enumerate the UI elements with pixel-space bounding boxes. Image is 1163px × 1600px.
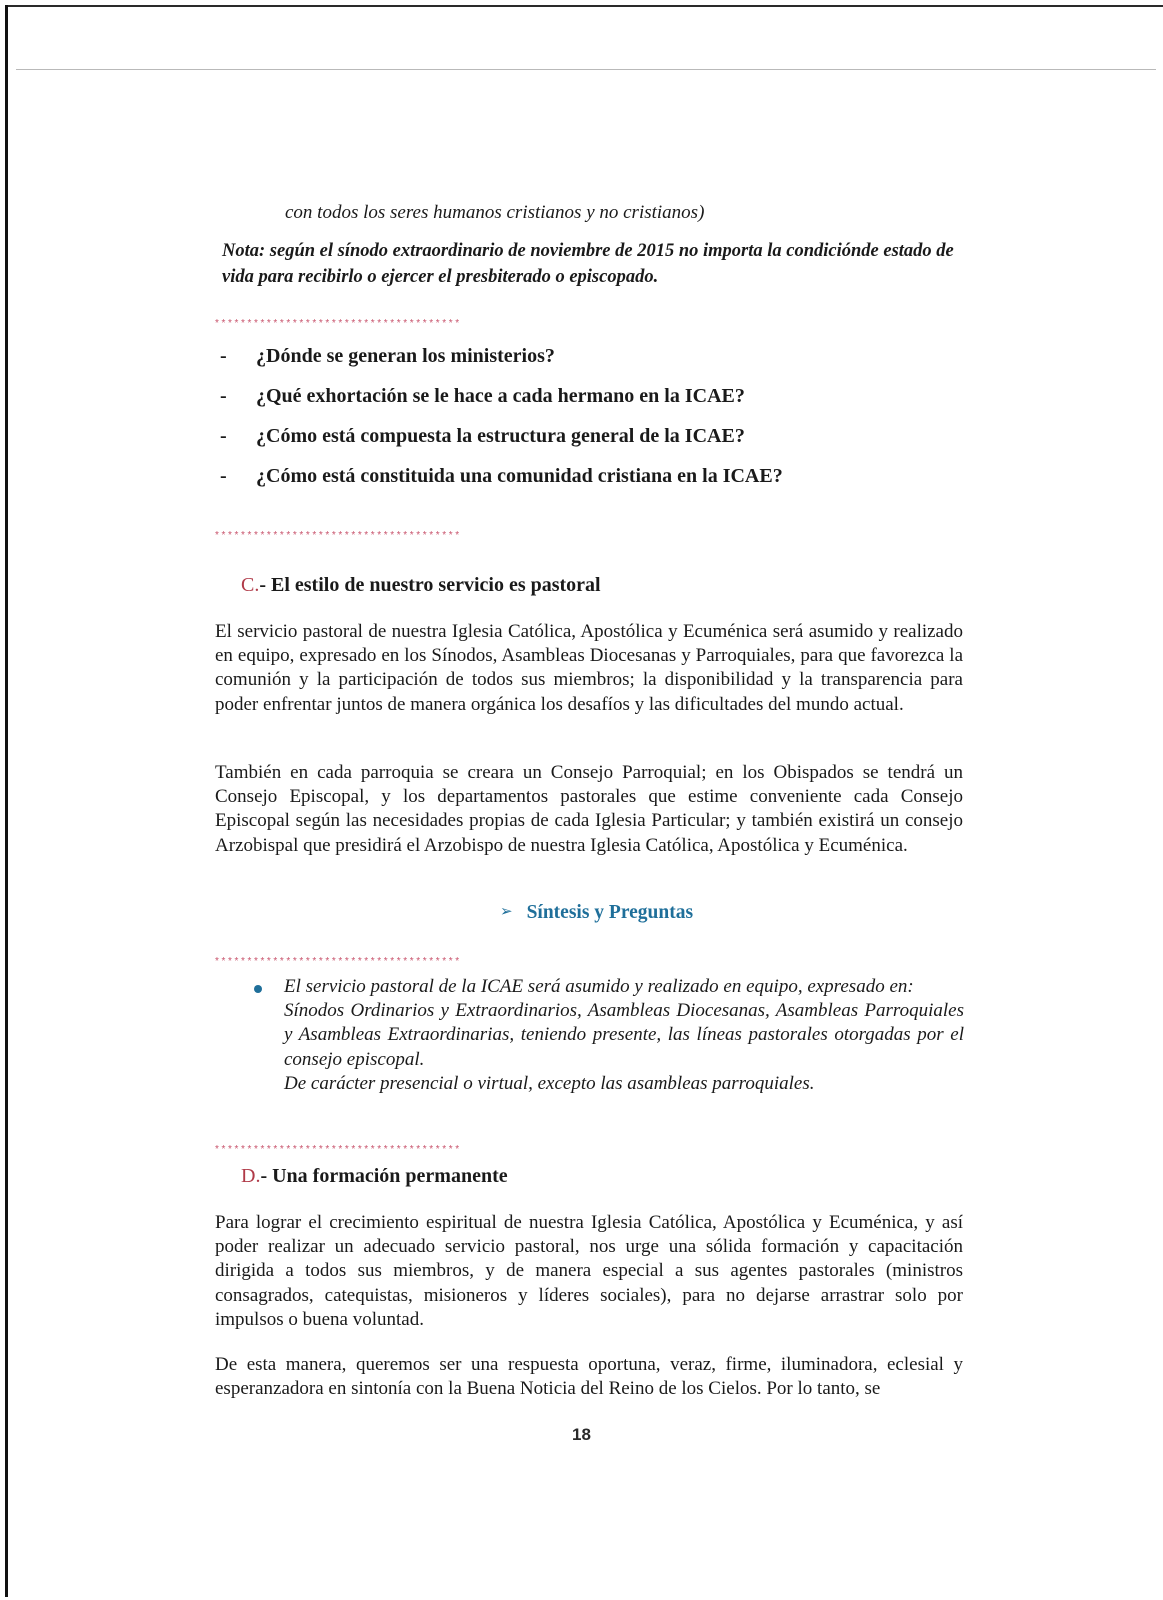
body-paragraph: De esta manera, queremos ser una respuesta oportuna, veraz, firme, iluminadora, eclesial y esperanzadora en sintonía con la Buena Noticia del Reino de los Cielos. Por lo tanto, se: [215, 1354, 963, 1400]
page-frame-left-border: [5, 5, 8, 1597]
page-number: 18: [572, 1425, 591, 1444]
body-paragraph: También en cada parroquia se creara un Consejo Parroquial; en los Obispados se tendrá un Consejo Episcopal, y los departamentos pastorales que estime conveniente cada Consejo Episcopal según las necesidades propias de cada Iglesia Particular; y también existirá un consejo Arzobispal que presidirá el Arzobispo de nuestra Iglesia Católica, Apostólica y Ecuménica.: [215, 762, 963, 856]
separator-stars: **************************************: [215, 1144, 462, 1155]
synthesis-bullet: [254, 975, 964, 1096]
section-title: - El estilo de nuestro servicio es pastoral: [259, 574, 601, 596]
question-item: [220, 462, 783, 502]
question-list: [220, 342, 783, 502]
dash-bullet: -: [220, 425, 227, 447]
header-rule: [16, 69, 1156, 70]
dash-bullet: -: [220, 345, 227, 367]
bullet-line: De carácter presencial o virtual, excepto las asambleas parroquiales.: [284, 1072, 815, 1094]
body-paragraph: El servicio pastoral de nuestra Iglesia Católica, Apostólica y Ecuménica será asumido y realizado en equipo, expresado en los Sínodos, Asambleas Diocesanas y Parroquiales, para que favorezca la comunión y la participación de todos sus miembros; la disponibilidad y la transparencia para poder enfrentar juntos de manera orgánica los desafíos y las dificultades del mundo actual.: [215, 621, 963, 715]
section-title: - Una formación permanente: [260, 1165, 508, 1187]
question-text: ¿Qué exhortación se le hace a cada hermano en la ICAE?: [256, 385, 745, 407]
separator-stars: **************************************: [215, 956, 462, 967]
section-letter: C.: [241, 574, 260, 596]
question-item: [220, 342, 783, 382]
question-text: ¿Cómo está constituida una comunidad cristiana en la ICAE?: [256, 465, 783, 487]
question-item: [220, 382, 783, 422]
separator-stars: **************************************: [215, 318, 462, 329]
body-paragraph: Para lograr el crecimiento espiritual de nuestra Iglesia Católica, Apostólica y Ecuménica, y así poder realizar un adecuado servicio pastoral, nos urge una sólida formación y capacitación dirigida a todos sus miembros, y de manera especial a sus agentes pastorales (ministros consagrados, catequistas, misioneros y líderes sociales), para no dejarse arrastrar solo por impulsos o buena voluntad.: [215, 1212, 963, 1330]
note-paragraph: Nota: según el sínodo extraordinario de noviembre de 2015 no importa la condiciónde estado de vida para recibirlo o ejercer el presbiterado o episcopado.: [222, 241, 954, 287]
section-d-heading: [241, 1165, 508, 1188]
synthesis-bullet-text: [284, 975, 964, 1096]
bullet-line: El servicio pastoral de la ICAE será asumido y realizado en equipo, expresado en:: [284, 976, 914, 997]
section-letter: D.: [241, 1165, 261, 1187]
section-c-heading: [241, 574, 601, 597]
round-bullet-icon: [254, 985, 262, 993]
continuation-line: con todos los seres humanos cristianos y no cristianos): [285, 202, 705, 223]
arrow-bullet-icon: ➢: [500, 902, 513, 920]
synthesis-title: Síntesis y Preguntas: [526, 902, 694, 923]
synthesis-heading: [500, 902, 693, 924]
question-text: ¿Cómo está compuesta la estructura general de la ICAE?: [256, 425, 745, 447]
dash-bullet: -: [220, 385, 227, 407]
question-item: [220, 422, 783, 462]
separator-stars: **************************************: [215, 530, 462, 541]
dash-bullet: -: [220, 465, 227, 487]
bullet-line: Sínodos Ordinarios y Extraordinarios, Asambleas Diocesanas, Asambleas Parroquiales y Asambleas Extraordinarias, teniendo presente, las líneas pastorales otorgadas por el consejo episcopal.: [284, 1000, 964, 1070]
question-text: ¿Dónde se generan los ministerios?: [256, 345, 555, 367]
page-frame-top-border: [6, 5, 1163, 7]
